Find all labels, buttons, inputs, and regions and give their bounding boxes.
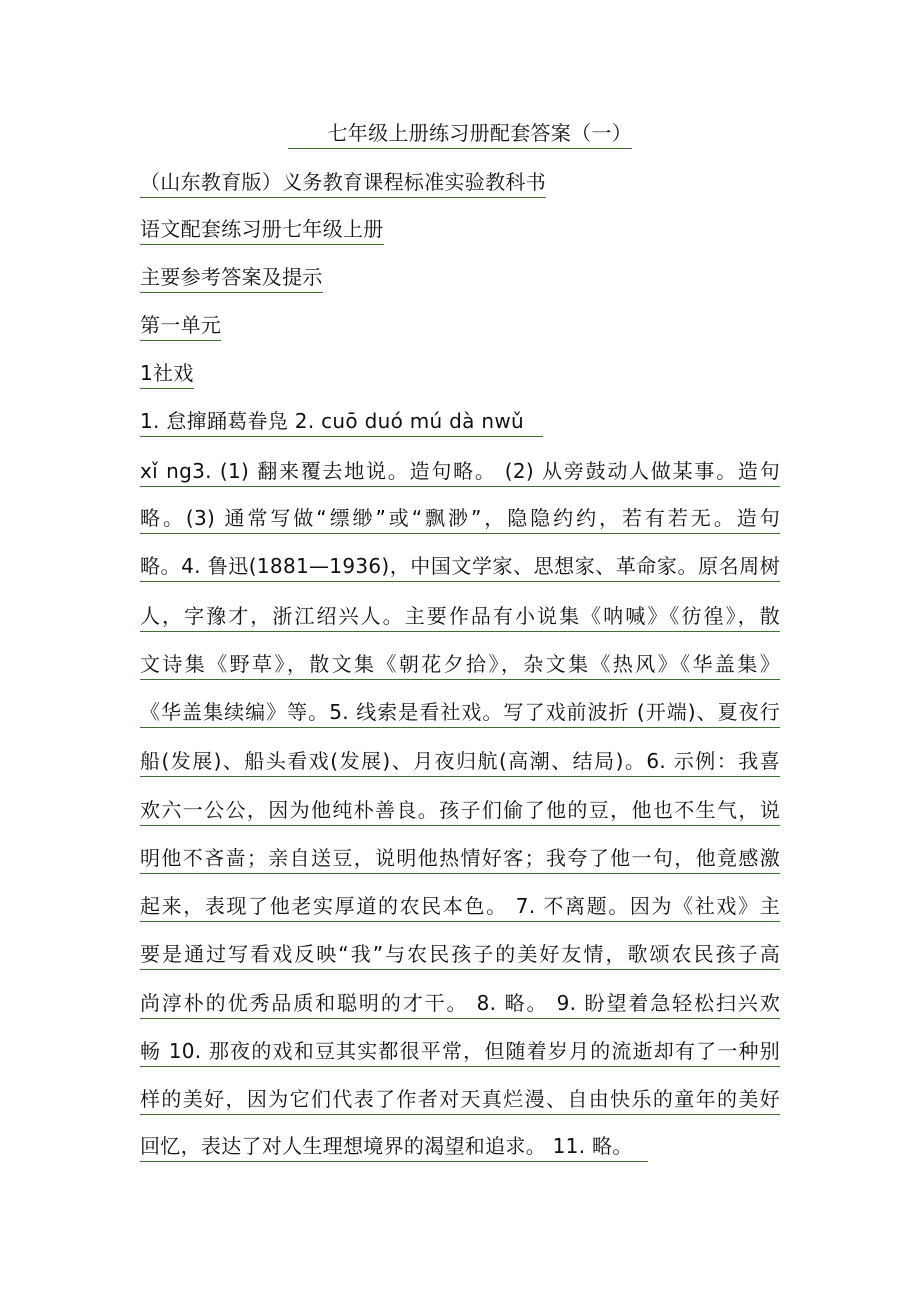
text-line: 回忆，表达了对人生理想境界的渴望和追求。 11. 略。 — [140, 1133, 648, 1162]
text-line: 明他不吝啬；亲自送豆，说明他热情好客；我夸了他一句，他竟感激 — [140, 845, 780, 874]
text-line: 样的美好，因为它们代表了作者对天真烂漫、自由快乐的童年的美好 — [140, 1086, 780, 1115]
text-line: 略。4. 鲁迅(1881—1936)，中国文学家、思想家、革命家。原名周树 — [140, 553, 780, 582]
text-line: xǐ ng3. (1) 翻来覆去地说。造句略。 (2) 从旁鼓动人做某事。造句 — [140, 458, 780, 487]
text-line: 略。(3) 通常写做“缥缈”或“飘渺”，隐隐约约，若有若无。造句 — [140, 505, 780, 534]
text-line: 文诗集《野草》，散文集《朝花夕拾》，杂文集《热风》《华盖集》 — [140, 651, 780, 680]
text-line: 主要参考答案及提示 — [140, 264, 323, 293]
lesson-heading: 1社戏 — [140, 360, 194, 389]
text-line: 畅 10. 那夜的戏和豆其实都很平常，但随着岁月的流逝却有了一种别 — [140, 1038, 780, 1067]
document-title: 七年级上册练习册配套答案（一） — [288, 120, 632, 149]
text-line: 要是通过写看戏反映“我”与农民孩子的美好友情，歌颂农民孩子高 — [140, 941, 780, 970]
text-line: 人，字豫才，浙江绍兴人。主要作品有小说集《呐喊》《彷徨》，散 — [140, 603, 780, 632]
text-line: 起来，表现了他老实厚道的农民本色。 7. 不离题。因为《社戏》主 — [140, 893, 780, 922]
text-line: 欢六一公公，因为他纯朴善良。孩子们偷了他的豆，他也不生气，说 — [140, 797, 780, 826]
text-line: 1. 怠撺踊葛眷凫 2. cuō duó mú dà nwǔ — [140, 408, 543, 437]
text-line: （山东教育版）义务教育课程标准实验教科书 — [140, 169, 546, 198]
text-line: 语文配套练习册七年级上册 — [140, 216, 384, 245]
text-line: 船(发展)、船头看戏(发展)、月夜归航(高潮、结局)。6. 示例：我喜 — [140, 748, 780, 777]
section-heading: 第一单元 — [140, 312, 221, 341]
text-line: 《华盖集续编》等。5. 线索是看社戏。写了戏前波折 (开端)、夏夜行 — [140, 699, 780, 728]
text-line: 尚淳朴的优秀品质和聪明的才干。 8. 略。 9. 盼望着急轻松扫兴欢 — [140, 990, 780, 1019]
